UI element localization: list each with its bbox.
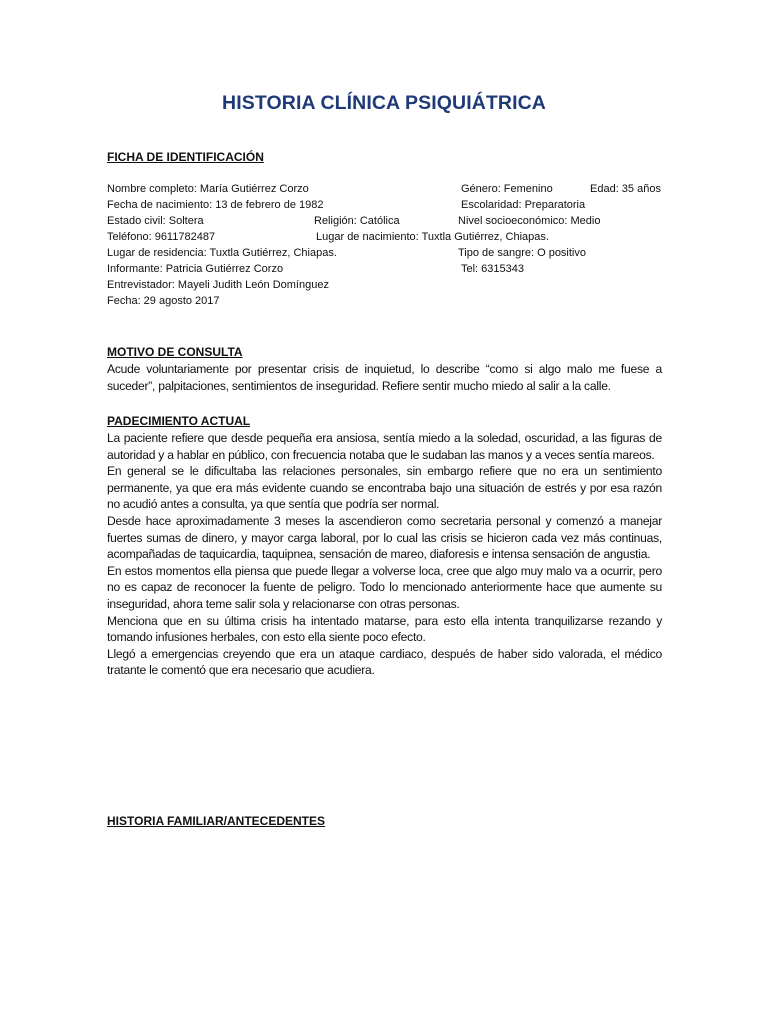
field-estado-civil: Estado civil: Soltera: [107, 215, 204, 227]
field-genero: Género: Femenino: [461, 183, 553, 195]
field-lugar-residencia: Lugar de residencia: Tuxtla Gutiérrez, Chiapas.: [107, 247, 337, 259]
field-fecha: Fecha: 29 agosto 2017: [107, 295, 220, 307]
padecimiento-paragraph: La paciente refiere que desde pequeña era ansiosa, sentía miedo a la soledad, oscuridad, a las figuras de autoridad y a hablar en público, con frecuencia notaba que le sudaban las manos y a veces sentía mareos.: [107, 431, 662, 462]
field-nombre: Nombre completo: María Gutiérrez Corzo: [107, 183, 309, 195]
padecimiento-paragraph: En general se le dificultaba las relaciones personales, sin embargo refiere que no era un sentimiento permanente, ya que era más evidente cuando se encontraba bajo una situación de estrés y por esa razón no acudió antes a consulta, ya que sentía que podría ser normal.: [107, 464, 662, 512]
field-fecha-nacimiento: Fecha de nacimiento: 13 de febrero de 1982: [107, 199, 324, 211]
padecimiento-paragraph: Desde hace aproximadamente 3 meses la ascendieron como secretaria personal y comenzó a manejar fuertes sumas de dinero, y mayor carga laboral, por lo cual las crisis se hicieron cada vez más continuas, acompañadas de taquicardia, taquipnea, sensación de mareo, diaforesis e intensa sensación de angustia.: [107, 513, 662, 562]
field-escolaridad: Escolaridad: Preparatoria: [461, 199, 586, 211]
padecimiento-heading: PADECIMIENTO ACTUAL: [107, 414, 251, 428]
field-entrevistador: Entrevistador: Mayeli Judith León Domínguez: [107, 279, 329, 291]
field-religion: Religión: Católica: [314, 215, 400, 227]
motivo-heading: MOTIVO DE CONSULTA: [107, 345, 243, 359]
field-tel: Tel: 6315343: [461, 263, 524, 275]
motivo-paragraph: Acude voluntariamente por presentar crisis de inquietud, lo describe “como si algo malo me fuese a suceder”, palpitaciones, sentimientos de inseguridad. Refiere sentir mucho miedo al salir a la calle.: [107, 362, 662, 393]
field-edad: Edad: 35 años: [590, 183, 661, 195]
document-title: HISTORIA CLÍNICA PSIQUIÁTRICA: [222, 92, 546, 114]
padecimiento-paragraph: En estos momentos ella piensa que puede llegar a volverse loca, cree que algo muy malo va a ocurrir, pero no es capaz de reconocer la fuente de peligro. Todo lo mencionado anteriormente hace que aumente su inseguridad, ahora teme salir sola y relacionarse con otras personas.: [107, 563, 662, 611]
field-telefono: Teléfono: 9611782487: [107, 231, 216, 243]
historia-familiar-heading: HISTORIA FAMILIAR/ANTECEDENTES: [107, 814, 326, 828]
field-lugar-nacimiento: Lugar de nacimiento: Tuxtla Gutiérrez, Chiapas.: [316, 231, 549, 243]
identification-heading: FICHA DE IDENTIFICACIÓN: [107, 150, 264, 164]
field-tipo-sangre: Tipo de sangre: O positivo: [458, 247, 586, 259]
padecimiento-paragraph: Llegó a emergencias creyendo que era un ataque cardiaco, después de haber sido valorada, el médico tratante le comentó que era necesario que acudiera.: [107, 646, 662, 678]
padecimiento-body: [0, 430, 662, 679]
field-informante: Informante: Patricia Gutiérrez Corzo: [107, 263, 284, 275]
padecimiento-paragraph: Menciona que en su última crisis ha intentado matarse, para esto ella intenta tranquilizarse rezando y tomando infusiones herbales, con esto ella siente poco efecto.: [107, 613, 662, 645]
field-nivel-socioeconomico: Nivel socioeconómico: Medio: [458, 215, 601, 227]
